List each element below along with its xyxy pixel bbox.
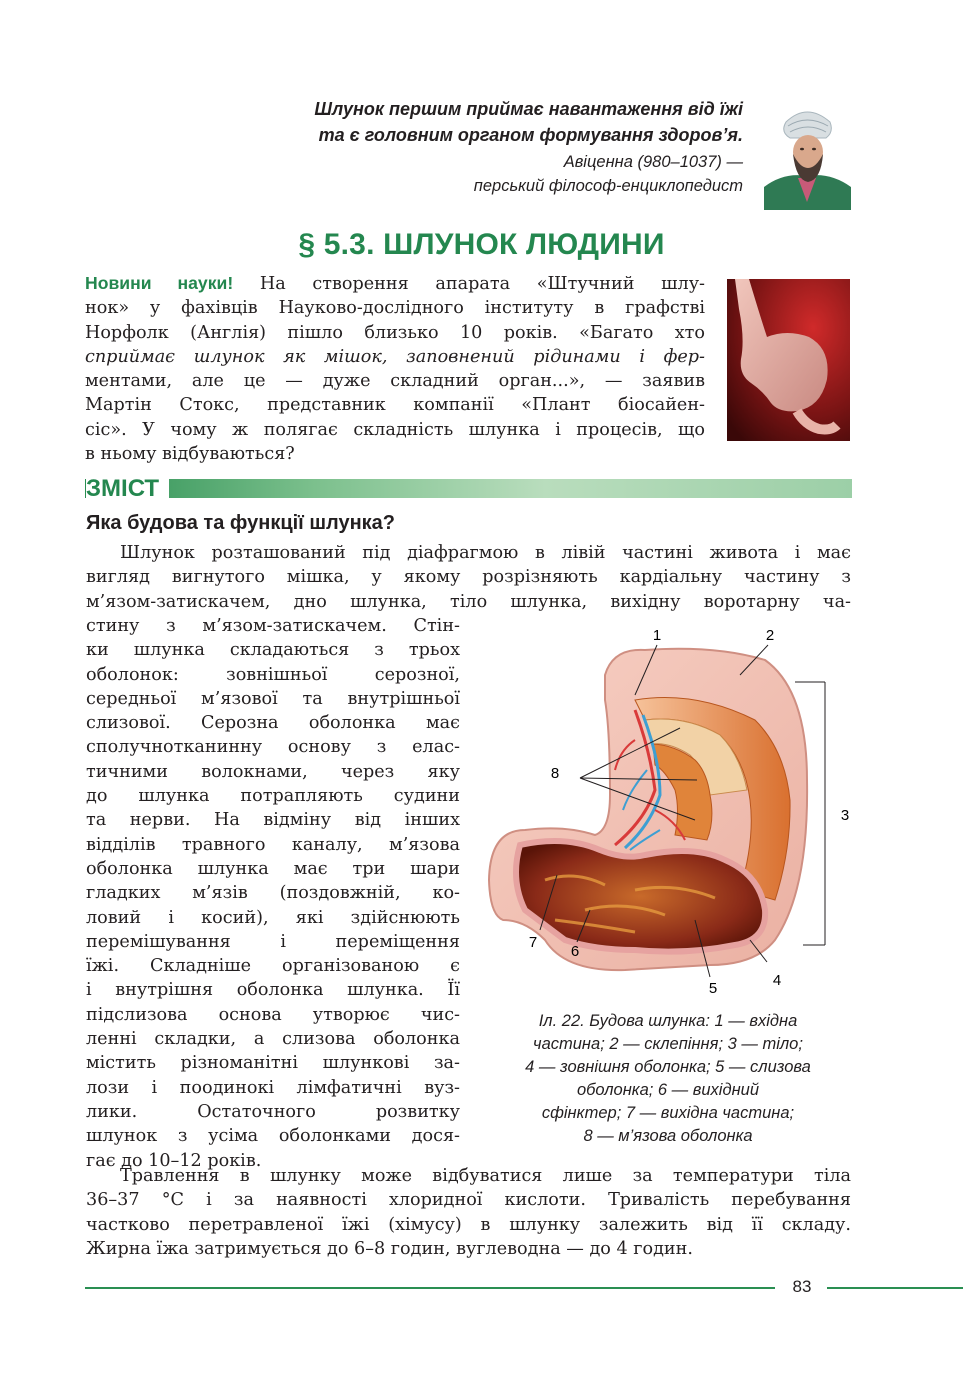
intro-line: сіс». У чому ж полягає складність шлунка і процесів, що <box>85 419 705 440</box>
text-line: їжі. Складніше організованою є <box>86 956 460 977</box>
intro-line: нок» у фахівців Науково-дослідного інституту в графстві <box>85 298 705 319</box>
page-number: 83 <box>792 1277 812 1296</box>
intro-lead: Новини науки! <box>85 273 234 293</box>
text-line: стину з м’язом-затискачем. Стін- <box>86 616 460 636</box>
epigraph-quote: Шлунок першим приймає навантаження від їжі та є головним органом формування здоров’я. <box>314 99 743 145</box>
figure-label-7: 7 <box>528 934 538 951</box>
text-line: ловий і косий), які здійснюють <box>86 907 460 928</box>
figure-caption: Іл. 22. Будова шлунка: 1 — вхідна частина; 2 — склепіння; 3 — тіло; 4 — зовнішня оболонка; 5 — слизова оболонка; 6 — вихідний сфінктер; 7 — вихідна частина; 8 — м’язова оболонка <box>525 1012 811 1145</box>
paragraph-2 <box>86 1164 851 1261</box>
figure-label-5: 5 <box>708 980 718 997</box>
section-bar <box>85 479 852 498</box>
text-line: оболонка шлунка має три шари <box>86 858 460 879</box>
text-line: ленні складки, а слизова оболонка <box>86 1029 460 1050</box>
section-label: ЗМІСТ <box>86 474 169 504</box>
text-line: гає до 10–12 років. <box>86 1150 262 1171</box>
figure-label-4: 4 <box>772 972 782 989</box>
text-line: оболонок: зовнішньої серозної, <box>86 664 460 685</box>
subheading: Яка будова та функції шлунка? <box>86 512 396 534</box>
text-line: 36–37 °С і за наявності хлоридної кислоти. Тривалість перебування <box>86 1190 851 1211</box>
paragraph-1-column <box>86 614 460 1173</box>
figure-label-1: 1 <box>652 627 662 644</box>
text-line: шлунок з усіма оболонками дося- <box>86 1126 460 1147</box>
text-line: Жирна їжа затримується до 6–8 годин, вуглеводна — до 4 годин. <box>86 1238 693 1259</box>
intro-paragraph <box>85 271 705 466</box>
text-line: перемішування і переміщення <box>86 931 460 952</box>
epigraph <box>223 96 743 198</box>
text-line: гладких м’язів (поздовжній, ко- <box>86 883 460 904</box>
intro-line: Мартін Стокс, представник компанії «Плант біосайен- <box>85 395 705 416</box>
text-line: тичними волокнами, через яку <box>86 761 460 782</box>
intro-line: Новини науки! На створення апарата «Штучний шлу- <box>85 273 705 294</box>
stomach-photo <box>727 279 850 441</box>
figure-label-8: 8 <box>550 765 560 782</box>
text-line: лики. Остаточного розвитку <box>86 1101 460 1122</box>
text-line: вигляд вигнутого мішка, у якому розрізняють кардіальну частину з <box>86 567 851 588</box>
text-line: містить різноманітні шлункові за- <box>86 1053 460 1074</box>
text-line: лози і поодинокі лімфатичні вуз- <box>86 1077 460 1098</box>
text-line: ки шлунка складаються з трьох <box>86 640 460 661</box>
text-line: і внутрішня оболонка шлунка. Її <box>86 980 460 1001</box>
intro-line: Норфолк (Англія) пішло близько 10 років. «Багато хто <box>85 322 705 343</box>
epigraph-author: Авіценна (980–1037) — перський філософ-енциклопедист <box>473 153 743 195</box>
text-line: м’язом-затискачем, дно шлунка, тіло шлунка, вихідну воротарну ча- <box>86 591 851 612</box>
avicenna-portrait <box>764 102 851 210</box>
text-line: Шлунок розташований під діафрагмою в лівій частині живота і має <box>120 543 851 563</box>
text-line: до шлунка потрапляють судини <box>86 786 460 807</box>
text-line: сполучнотканинну основу з елас- <box>86 737 460 758</box>
intro-line: в ньому відбуваються? <box>85 444 295 465</box>
paragraph-1 <box>86 541 851 614</box>
intro-line: ментами, але це — дуже складний орган...», — заявив <box>85 371 705 392</box>
text-line: Травлення в шлунку може відбуватися лише за температури тіла <box>120 1166 851 1186</box>
stomach-diagram <box>485 620 860 1005</box>
figure-label-2: 2 <box>765 627 775 644</box>
footer-rule-left <box>85 1287 775 1289</box>
figure-label-6: 6 <box>570 943 580 960</box>
footer-rule-right <box>827 1287 963 1289</box>
text-line: середньої м’язової та внутрішньої <box>86 688 460 709</box>
text-line: відділів травного каналу, м’язова <box>86 834 460 855</box>
text-line: та нерви. На відміну від інших <box>86 810 460 831</box>
intro-line: сприймає шлунок як мішок, заповнений рідинами і фер- <box>85 346 705 367</box>
text-line: частково перетравленої їжі (хімусу) в шлунку залежить від її складу. <box>86 1214 851 1235</box>
text-line: підслизова основа утворює чис- <box>86 1004 460 1025</box>
page-title: § 5.3. ШЛУНОК ЛЮДИНИ <box>298 228 665 261</box>
figure-label-3: 3 <box>840 807 850 824</box>
text-line: слизової. Серозна оболонка має <box>86 713 460 734</box>
